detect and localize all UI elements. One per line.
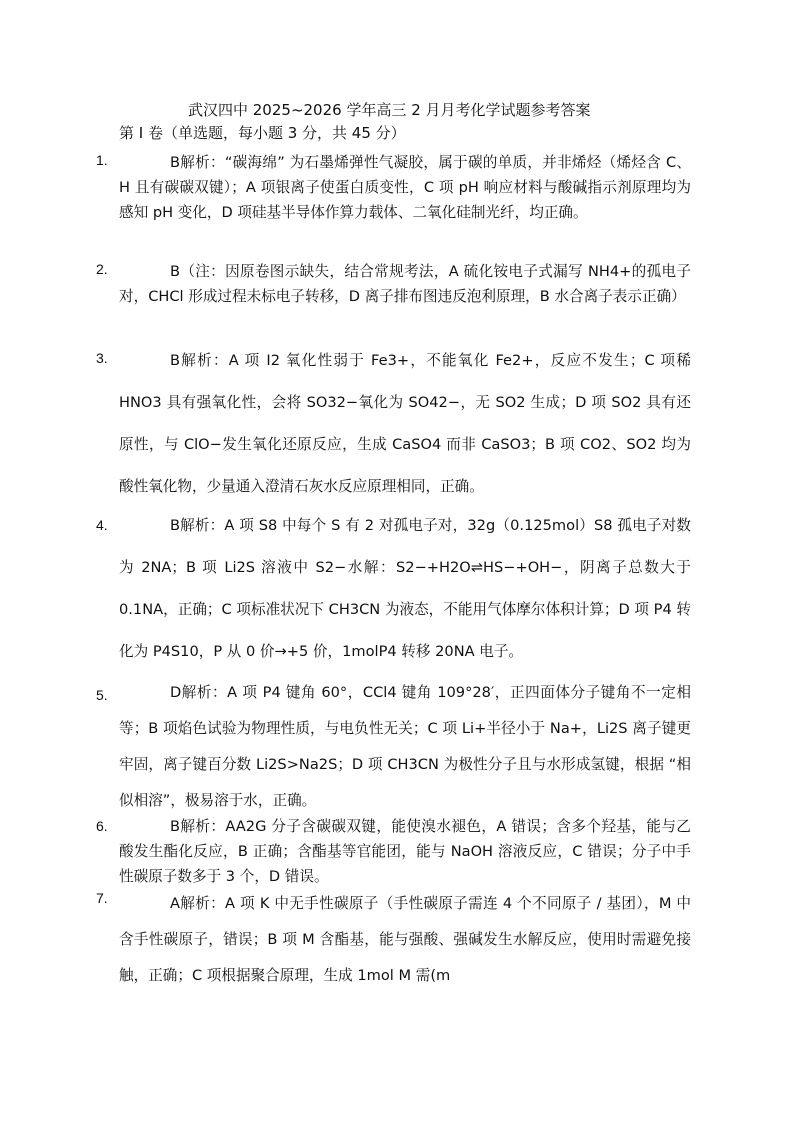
- question-number: 7.: [96, 890, 108, 906]
- question-answer-text: B解析：A 项 S8 中每个 S 有 2 对孤电子对，32g（0.125mol）S8 孤电子对数为 2NA；B 项 Li2S 溶液中 S2−水解：S2−+H2O⇌HS−+OH−，阴离子总数大于 0.1NA，正确；C 项标准状况下 CH3CN 为液态，不能用气体摩尔体积计算；D 项 P4 转化为 P4S10，P 从 0 价→+5 价，1molP4 转移 20NA 电子。: [119, 517, 691, 660]
- question-answer-text: B解析：“碳海绵” 为石墨烯弹性气凝胶，属于碳的单质，并非烯烃（烯烃含 C、H 且有碳碳双键）；A 项银离子使蛋白质变性，C 项 pH 响应材料与酸碱指示剂原理均为感知 pH 变化，D 项硅基半导体作算力载体、二氧化硅制光纤，均正确。: [119, 154, 691, 221]
- question-number: 3.: [96, 350, 108, 366]
- question-answer-text: B解析：AA2G 分子含碳碳双键，能使溴水褪色，A 错误；含多个羟基，能与乙酸发生酯化反应，B 正确；含酯基等官能团，能与 NaOH 溶液反应，C 错误；分子中手性碳原子数多于 3 个，D 错误。: [119, 818, 691, 885]
- question-answer-text: D解析：A 项 P4 键角 60°，CCl4 键角 109°28′，正四面体分子键角不一定相等；B 项焰色试验为物理性质，与电负性无关；C 项 Li+半径小于 Na+，Li2S 离子键更牢固，离子键百分数 Li2S>Na2S；D 项 CH3CN 为极性分子且与水形成氢键，根据 “相似相溶”，极易溶于水，正确。: [119, 684, 691, 809]
- page-title: 武汉四中 2025~2026 学年高三 2 月月考化学试题参考答案: [188, 101, 591, 119]
- question-number: 1.: [96, 152, 108, 168]
- question-number: 5.: [96, 687, 108, 703]
- question-answer-text: B解析：A 项 I2 氧化性弱于 Fe3+，不能氧化 Fe2+，反应不发生；C 项稀 HNO3 具有强氧化性，会将 SO32−氧化为 SO42−，无 SO2 生成；D 项 SO2 具有还原性，与 ClO−发生氧化还原反应，生成 CaSO4 而非 CaSO3；B 项 CO2、SO2 均为酸性氧化物，少量通入澄清石灰水反应原理相同，正确。: [119, 352, 691, 495]
- question-answer-text: B（注：因原卷图示缺失，结合常规考法，A 硫化铵电子式漏写 NH4+的孤电子对，CHCl 形成过程未标电子转移，D 离子排布图违反泡利原理，B 水合离子表示正确）: [119, 263, 691, 305]
- question-number: 6.: [96, 818, 108, 834]
- question-number: 2.: [96, 261, 108, 277]
- section-heading: 第 Ⅰ 卷（单选题，每小题 3 分，共 45 分）: [119, 124, 406, 142]
- question-answer-text: A解析：A 项 K 中无手性碳原子（手性碳原子需连 4 个不同原子 / 基团），M 中含手性碳原子，错误；B 项 M 含酯基，能与强酸、强碱发生水解反应，使用时需避免接触，正确；C 项根据聚合原理，生成 1mol M 需(m: [119, 895, 691, 984]
- question-number: 4.: [96, 517, 108, 533]
